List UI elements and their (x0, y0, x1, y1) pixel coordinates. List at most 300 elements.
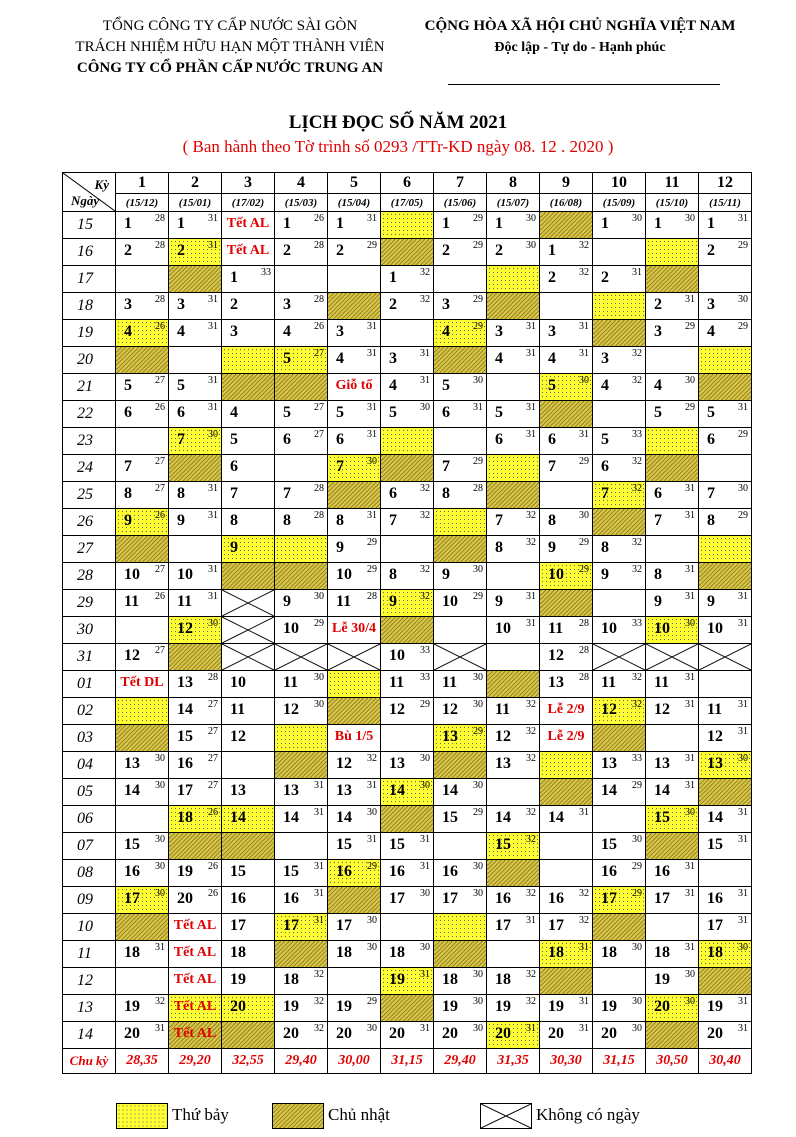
schedule-cell (593, 725, 646, 752)
schedule-cell (116, 914, 169, 941)
reading-number: 5 (495, 404, 503, 421)
schedule-cell (646, 887, 699, 914)
schedule-cell (275, 266, 328, 293)
cycle-days: 29 (579, 537, 589, 548)
schedule-cell (222, 833, 275, 860)
schedule-cell (699, 482, 752, 509)
cycle-days: 32 (579, 915, 589, 926)
cycle-days: 31 (208, 402, 218, 413)
schedule-cell (169, 860, 222, 887)
cycle-days: 27 (155, 564, 165, 575)
reading-number: 20 (389, 1025, 405, 1042)
reading-number: 14 (707, 809, 723, 826)
cycle-days: 30 (685, 969, 695, 980)
cycle-days: 30 (473, 861, 483, 872)
reading-number: 16 (707, 890, 723, 907)
start-date: (15/11) (699, 194, 752, 212)
cycle-days: 31 (685, 861, 695, 872)
schedule-cell (593, 779, 646, 806)
cycle-days: 30 (155, 753, 165, 764)
reading-number: 15 (336, 836, 352, 853)
reading-number: 1 (707, 215, 715, 232)
cycle-days: 29 (473, 213, 483, 224)
day-row (63, 752, 752, 779)
cycle-value: 30,30 (540, 1049, 593, 1074)
holiday-label: Bù 1/5 (334, 729, 374, 744)
day-row (63, 671, 752, 698)
schedule-cell (116, 644, 169, 671)
schedule-cell (487, 428, 540, 455)
schedule-cell (116, 725, 169, 752)
schedule-cell (540, 428, 593, 455)
reading-number: 7 (442, 458, 450, 475)
reading-number: 18 (548, 944, 564, 961)
schedule-cell (646, 455, 699, 482)
reading-number: 20 (336, 1025, 352, 1042)
schedule-cell (487, 644, 540, 671)
schedule-cell (487, 671, 540, 698)
schedule-cell (540, 833, 593, 860)
day-label: 04 (63, 752, 116, 779)
cycle-days: 31 (579, 321, 589, 332)
reading-number: 4 (336, 350, 344, 367)
reading-number: 3 (495, 323, 503, 340)
reading-number: 10 (601, 620, 617, 637)
legend-no-day-label: Không có ngày (536, 1105, 640, 1124)
schedule-cell (646, 590, 699, 617)
reading-number: 7 (548, 458, 556, 475)
schedule-cell (434, 995, 487, 1022)
company-header (70, 16, 390, 79)
schedule-cell (275, 698, 328, 725)
cycle-days: 33 (420, 672, 430, 683)
cycle-days: 33 (632, 618, 642, 629)
schedule-cell (169, 914, 222, 941)
cycle-days: 28 (155, 213, 165, 224)
cycle-days: 28 (314, 483, 324, 494)
schedule-cell (434, 266, 487, 293)
schedule-cell (646, 482, 699, 509)
schedule-cell (540, 509, 593, 536)
reading-number: 17 (283, 917, 299, 934)
cycle-days: 32 (632, 564, 642, 575)
cycle-value: 31,35 (487, 1049, 540, 1074)
schedule-cell (487, 779, 540, 806)
cycle-days: 27 (314, 348, 324, 359)
reading-number: 1 (442, 215, 450, 232)
day-label: 03 (63, 725, 116, 752)
schedule-cell (222, 1022, 275, 1049)
reading-number: 5 (601, 431, 609, 448)
schedule-cell (328, 266, 381, 293)
reading-number: 17 (707, 917, 723, 934)
day-row (63, 725, 752, 752)
cycle-days: 30 (473, 1023, 483, 1034)
cycle-days: 32 (314, 1023, 324, 1034)
cycle-days: 26 (155, 591, 165, 602)
holiday-label: Lễ 2/9 (547, 729, 585, 744)
schedule-cell (275, 212, 328, 239)
cycle-days: 29 (367, 564, 377, 575)
schedule-cell (169, 266, 222, 293)
cycle-days: 28 (579, 645, 589, 656)
schedule-cell (381, 482, 434, 509)
cycle-days: 30 (632, 942, 642, 953)
no-day-cell (593, 644, 646, 671)
schedule-cell (646, 806, 699, 833)
cycle-days: 30 (155, 834, 165, 845)
reading-number: 17 (389, 890, 405, 907)
reading-number: 6 (389, 485, 397, 502)
cycle-days: 31 (685, 591, 695, 602)
reading-number: 13 (442, 728, 458, 745)
cycle-days: 26 (208, 807, 218, 818)
cycle-days: 30 (473, 969, 483, 980)
schedule-cell (381, 374, 434, 401)
schedule-cell (434, 374, 487, 401)
day-row (63, 212, 752, 239)
reading-number: 10 (654, 620, 670, 637)
cycle-days: 29 (738, 240, 748, 251)
cycle-days: 32 (526, 510, 536, 521)
reading-number: 8 (124, 485, 132, 502)
schedule-cell (328, 779, 381, 806)
reading-number: 14 (654, 782, 670, 799)
schedule-cell (434, 725, 487, 752)
schedule-cell (116, 995, 169, 1022)
cycle-days: 32 (526, 726, 536, 737)
reading-number: 7 (283, 485, 291, 502)
schedule-cell (328, 590, 381, 617)
cycle-days: 30 (314, 591, 324, 602)
cycle-days: 31 (208, 564, 218, 575)
reading-number: 5 (389, 404, 397, 421)
cycle-days: 32 (526, 699, 536, 710)
cycle-days: 31 (420, 375, 430, 386)
schedule-cell (381, 887, 434, 914)
schedule-cell (328, 833, 381, 860)
schedule-cell (222, 914, 275, 941)
cycle-days: 32 (632, 699, 642, 710)
day-label: 17 (63, 266, 116, 293)
reading-number: 3 (707, 296, 715, 313)
reading-number: 2 (389, 296, 397, 313)
schedule-cell (222, 212, 275, 239)
day-label: 21 (63, 374, 116, 401)
schedule-cell (540, 563, 593, 590)
cycle-value: 30,50 (646, 1049, 699, 1074)
cycle-days: 31 (367, 510, 377, 521)
schedule-cell (593, 563, 646, 590)
schedule-cell (169, 536, 222, 563)
schedule-cell (328, 536, 381, 563)
cycle-days: 31 (155, 1023, 165, 1034)
cycle-days: 31 (208, 294, 218, 305)
reading-number: 9 (601, 566, 609, 583)
schedule-cell (593, 239, 646, 266)
schedule-cell (169, 563, 222, 590)
cycle-days: 31 (579, 942, 589, 953)
cycle-days: 29 (473, 726, 483, 737)
reading-number: 5 (442, 377, 450, 394)
schedule-cell (381, 779, 434, 806)
reading-number: 19 (230, 971, 246, 988)
cycle-days: 28 (155, 240, 165, 251)
reading-number: 7 (495, 512, 503, 529)
reading-number: 10 (177, 566, 193, 583)
schedule-cell (593, 428, 646, 455)
reading-number: 10 (283, 620, 299, 637)
schedule-cell (699, 698, 752, 725)
reading-number: 7 (336, 458, 344, 475)
schedule-cell (169, 968, 222, 995)
reading-number: 8 (442, 485, 450, 502)
reading-number: 18 (336, 944, 352, 961)
schedule-cell (275, 617, 328, 644)
cycle-days: 27 (208, 780, 218, 791)
schedule-cell (169, 617, 222, 644)
reading-number: 9 (495, 593, 503, 610)
schedule-cell (593, 401, 646, 428)
reading-number: 20 (654, 998, 670, 1015)
schedule-cell (593, 320, 646, 347)
day-row (63, 1022, 752, 1049)
reading-number: 1 (336, 215, 344, 232)
cycle-days: 31 (314, 915, 324, 926)
reading-number: 8 (707, 512, 715, 529)
reading-number: 4 (283, 323, 291, 340)
month-header: 10 (593, 173, 646, 194)
schedule-cell (169, 401, 222, 428)
day-row (63, 347, 752, 374)
schedule-cell (540, 455, 593, 482)
schedule-cell (116, 968, 169, 995)
schedule-cell (275, 752, 328, 779)
cycle-days: 27 (155, 483, 165, 494)
day-row (63, 293, 752, 320)
reading-number: 12 (495, 728, 511, 745)
reading-number: 19 (177, 863, 193, 880)
schedule-cell (540, 968, 593, 995)
cycle-days: 27 (314, 429, 324, 440)
reading-number: 19 (283, 998, 299, 1015)
day-label: 01 (63, 671, 116, 698)
holiday-label: Tết DL (120, 675, 164, 690)
cycle-days: 31 (685, 564, 695, 575)
schedule-cell (275, 536, 328, 563)
reading-number: 14 (442, 782, 458, 799)
cycle-days: 31 (155, 942, 165, 953)
day-label: 19 (63, 320, 116, 347)
day-label: 05 (63, 779, 116, 806)
schedule-cell (434, 536, 487, 563)
cycle-days: 28 (314, 240, 324, 251)
schedule-cell (646, 401, 699, 428)
schedule-cell (699, 671, 752, 698)
reading-number: 3 (548, 323, 556, 340)
cycle-days: 28 (314, 294, 324, 305)
cycle-days: 31 (685, 942, 695, 953)
day-row (63, 239, 752, 266)
day-row (63, 617, 752, 644)
schedule-cell (487, 536, 540, 563)
company-name: CÔNG TY CỔ PHẦN CẤP NƯỚC TRUNG AN (76, 60, 384, 76)
cycle-days: 31 (526, 402, 536, 413)
schedule-cell (487, 833, 540, 860)
national-motto: Độc lập - Tự do - Hạnh phúc (494, 40, 666, 55)
schedule-cell (434, 779, 487, 806)
cycle-days: 29 (473, 321, 483, 332)
cycle-days: 30 (314, 699, 324, 710)
cycle-days: 31 (579, 429, 589, 440)
cycle-days: 31 (420, 969, 430, 980)
month-header: 2 (169, 173, 222, 194)
cycle-days: 31 (526, 915, 536, 926)
reading-number: 3 (442, 296, 450, 313)
schedule-cell (540, 590, 593, 617)
cycle-days: 30 (685, 807, 695, 818)
cycle-days: 30 (579, 510, 589, 521)
schedule-cell (275, 401, 328, 428)
schedule-cell (275, 509, 328, 536)
no-day-cell (222, 644, 275, 671)
schedule-cell (328, 509, 381, 536)
reading-number: 4 (707, 323, 715, 340)
schedule-cell (593, 887, 646, 914)
reading-number: 9 (230, 539, 238, 556)
cycle-days: 29 (738, 510, 748, 521)
cycle-days: 30 (208, 429, 218, 440)
cycle-days: 31 (526, 348, 536, 359)
cycle-days: 31 (420, 834, 430, 845)
schedule-cell (275, 968, 328, 995)
schedule-cell (222, 968, 275, 995)
cycle-days: 31 (526, 429, 536, 440)
reading-number: 18 (654, 944, 670, 961)
reading-number: 20 (548, 1025, 564, 1042)
schedule-cell (434, 968, 487, 995)
cycle-days: 30 (632, 834, 642, 845)
cycle-days: 26 (155, 510, 165, 521)
schedule-cell (434, 212, 487, 239)
schedule-cell (540, 239, 593, 266)
holiday-label: Lễ 30/4 (332, 621, 376, 636)
schedule-cell (434, 806, 487, 833)
month-header-row (63, 173, 752, 194)
reading-number: 6 (230, 458, 238, 475)
schedule-cell (646, 428, 699, 455)
reading-number: 13 (177, 674, 193, 691)
cycle-days: 29 (367, 861, 377, 872)
cycle-days: 30 (473, 888, 483, 899)
reading-number: 3 (230, 323, 238, 340)
cycle-days: 30 (367, 915, 377, 926)
reading-number: 11 (230, 701, 246, 718)
reading-number: 6 (707, 431, 715, 448)
schedule-cell (381, 239, 434, 266)
cycle-days: 30 (420, 888, 430, 899)
reading-number: 14 (124, 782, 140, 799)
schedule-cell (328, 806, 381, 833)
cycle-days: 32 (420, 591, 430, 602)
schedule-cell (169, 725, 222, 752)
schedule-cell (540, 401, 593, 428)
schedule-cell (487, 293, 540, 320)
schedule-cell (434, 752, 487, 779)
schedule-cell (699, 563, 752, 590)
cycle-days: 31 (208, 483, 218, 494)
cycle-days: 31 (208, 321, 218, 332)
day-label: 29 (63, 590, 116, 617)
reading-number: 18 (124, 944, 140, 961)
no-day-cell (434, 644, 487, 671)
schedule-cell (222, 941, 275, 968)
schedule-cell (222, 779, 275, 806)
reading-number: 16 (601, 863, 617, 880)
reading-number: 17 (442, 890, 458, 907)
day-label: 23 (63, 428, 116, 455)
reading-number: 14 (389, 782, 405, 799)
reading-number: 17 (336, 917, 352, 934)
day-label: 12 (63, 968, 116, 995)
cycle-days: 30 (526, 240, 536, 251)
start-date: (17/02) (222, 194, 275, 212)
schedule-cell (434, 509, 487, 536)
schedule-cell (540, 644, 593, 671)
reading-number: 11 (442, 674, 458, 691)
schedule-cell (381, 401, 434, 428)
holiday-label: Lễ 2/9 (547, 702, 585, 717)
cycle-days: 30 (208, 618, 218, 629)
schedule-cell (699, 590, 752, 617)
reading-number: 18 (389, 944, 405, 961)
schedule-cell (275, 347, 328, 374)
reading-number: 1 (495, 215, 503, 232)
reading-number: 10 (442, 593, 458, 610)
schedule-cell (434, 428, 487, 455)
cycle-days: 29 (473, 591, 483, 602)
start-date: (16/08) (540, 194, 593, 212)
cycle-days: 29 (738, 321, 748, 332)
schedule-cell (169, 941, 222, 968)
cycle-days: 32 (420, 564, 430, 575)
cycle-days: 32 (367, 753, 377, 764)
reading-number: 9 (707, 593, 715, 610)
schedule-cell (699, 995, 752, 1022)
reading-number: 16 (442, 863, 458, 880)
schedule-cell (116, 293, 169, 320)
day-label: 28 (63, 563, 116, 590)
cycle-days: 33 (261, 267, 271, 278)
reading-number: 20 (230, 998, 246, 1015)
cycle-days: 28 (208, 672, 218, 683)
reading-number: 16 (124, 863, 140, 880)
schedule-cell (699, 941, 752, 968)
cycle-days: 26 (208, 888, 218, 899)
cycle-value: 29,40 (275, 1049, 328, 1074)
day-label: 09 (63, 887, 116, 914)
month-header: 5 (328, 173, 381, 194)
day-label: 20 (63, 347, 116, 374)
cycle-days: 31 (738, 402, 748, 413)
schedule-cell (646, 239, 699, 266)
cycle-days: 31 (314, 807, 324, 818)
cycle-days: 31 (685, 672, 695, 683)
reading-number: 6 (283, 431, 291, 448)
cycle-days: 31 (208, 240, 218, 251)
cycle-days: 27 (208, 726, 218, 737)
schedule-cell (540, 725, 593, 752)
